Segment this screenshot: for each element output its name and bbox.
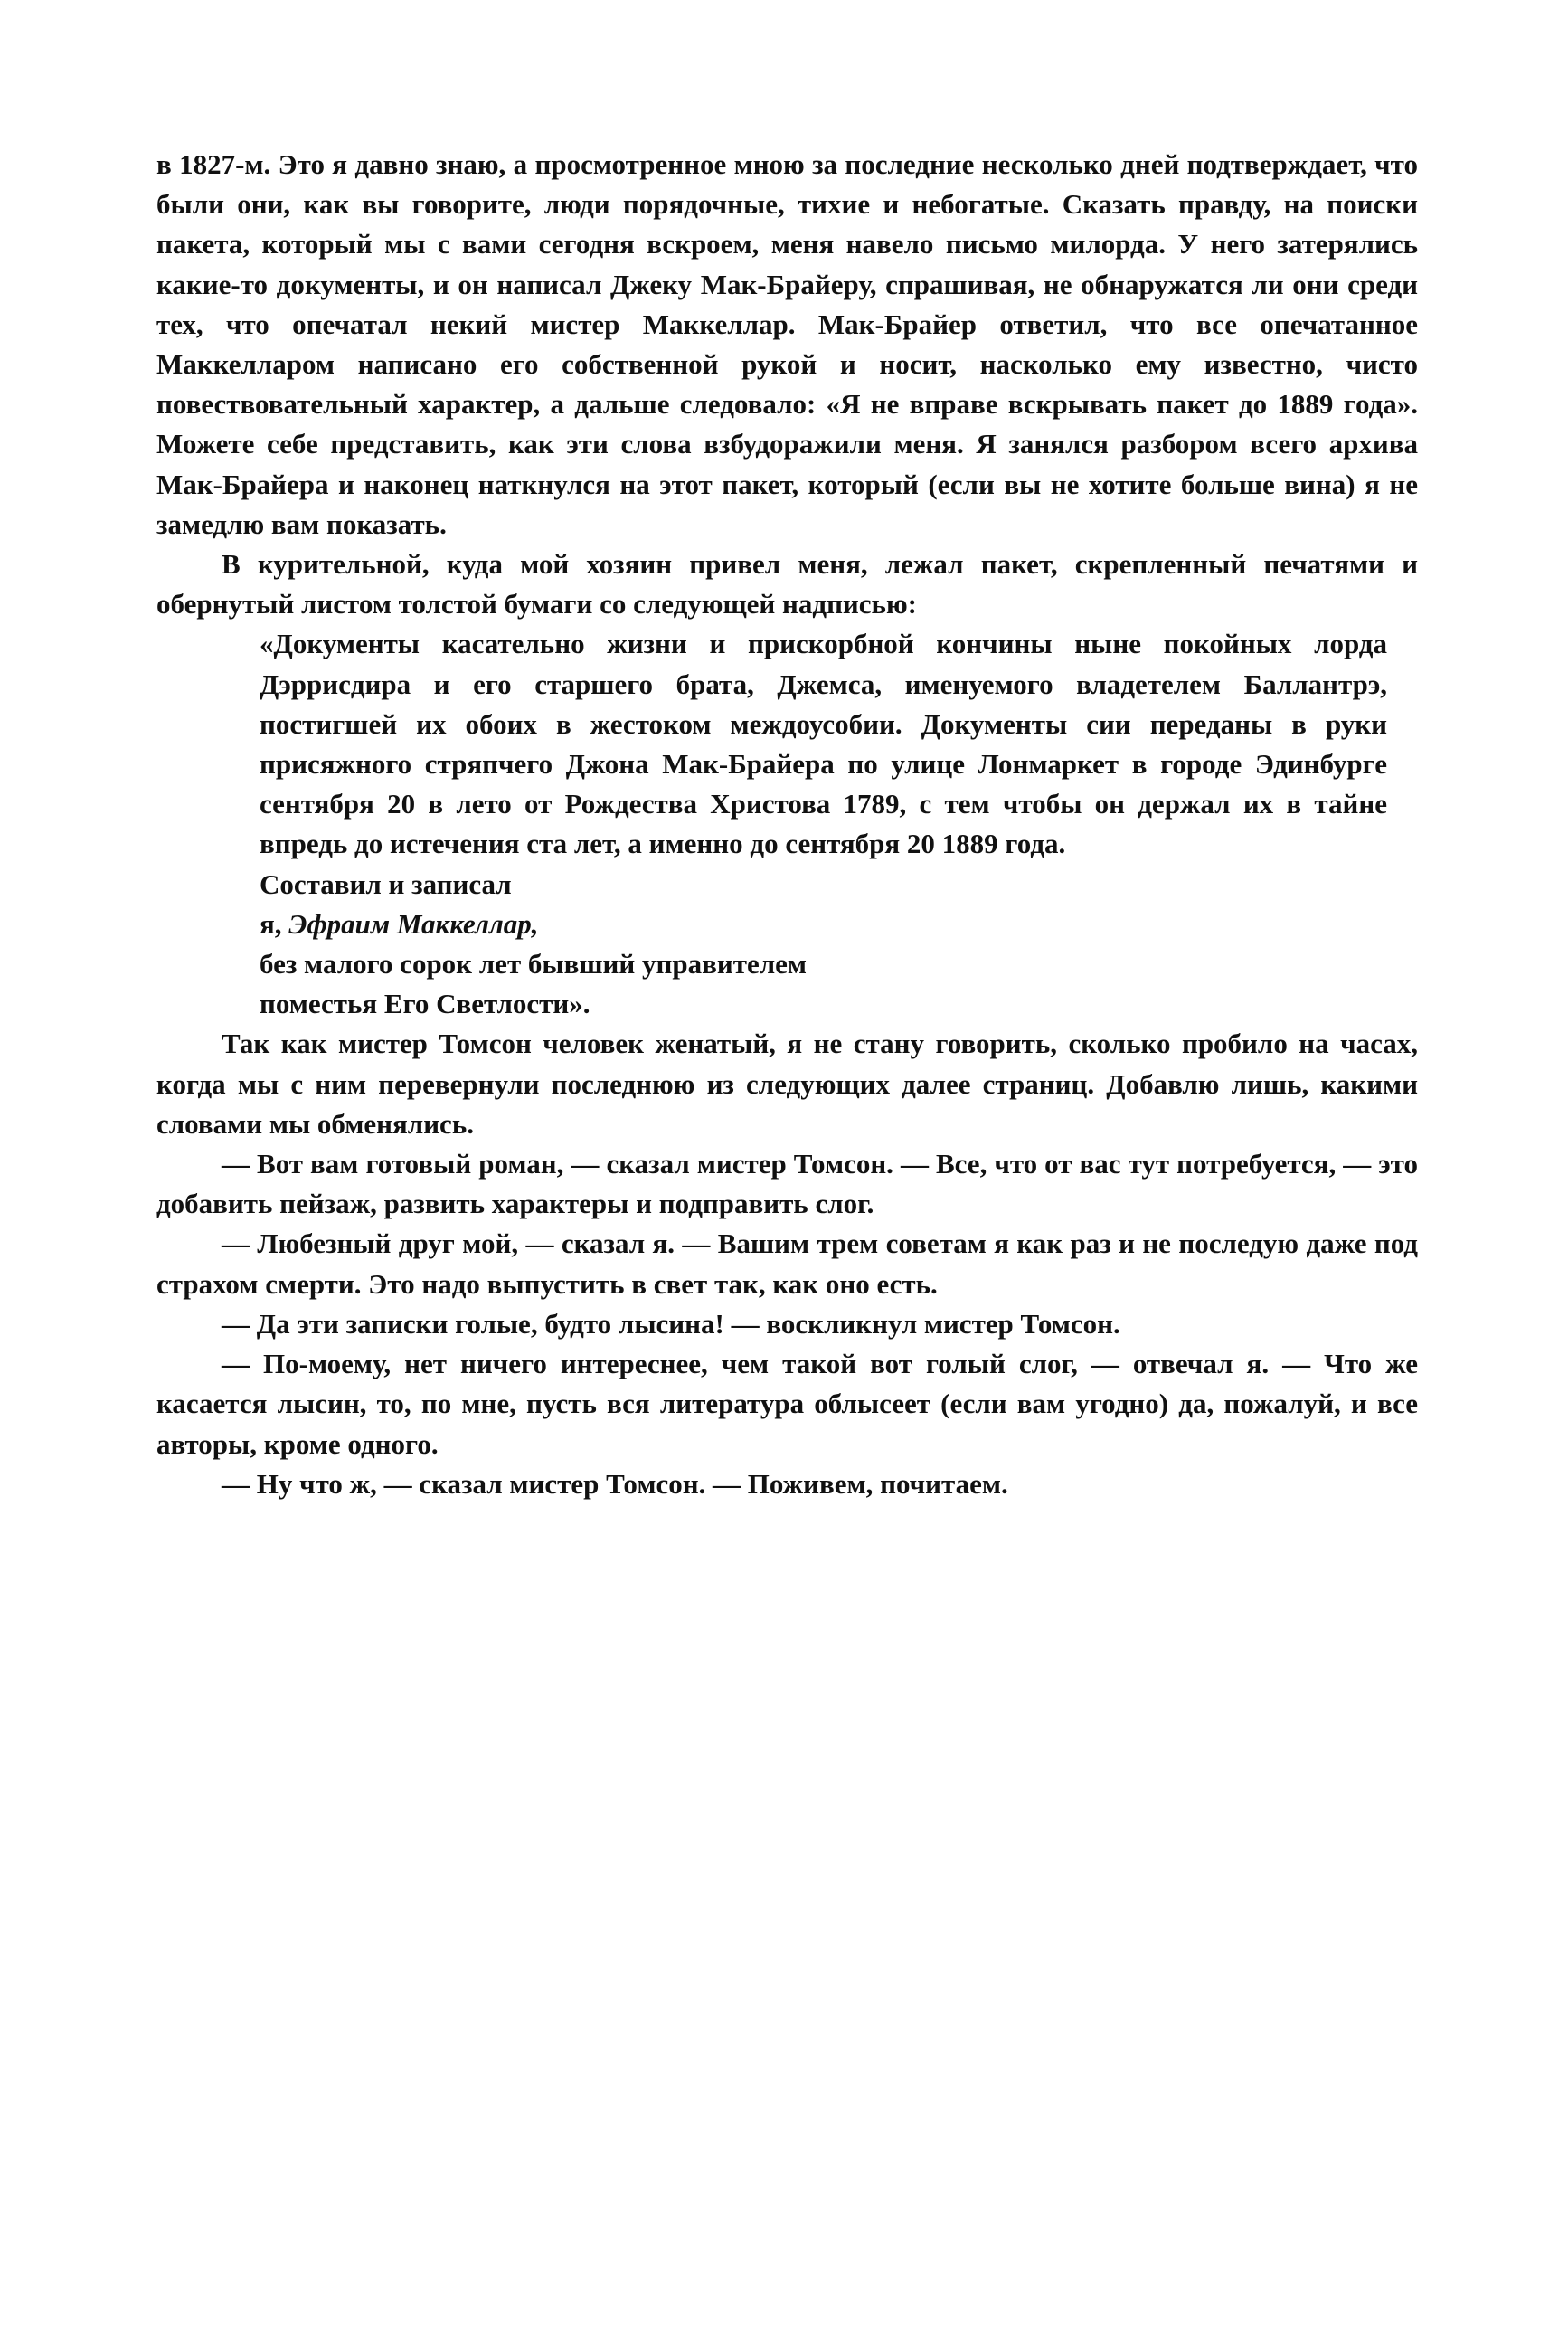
signature-line-composed: Составил и записал bbox=[260, 867, 512, 900]
dialogue-ready-novel: — Вот вам готовый роман, — сказал мистер Томсон. — Все, что от вас тут потребуется, — это добавить пейзаж, развить характеры и подправить слог. bbox=[156, 1148, 1418, 1220]
package-inscription bbox=[260, 624, 1387, 864]
dialogue-bald-notes: — Да эти записки голые, будто лысина! — воскликнул мистер Томсон. bbox=[222, 1307, 1120, 1340]
paragraph-opening: в 1827-м. Это я давно знаю, а просмотренное мною за последние несколько дней подтверждает, что были они, как вы говорите, люди порядочные, тихие и небогатые. Сказать правду, на поиски пакета, который мы с вами сегодня вскроем, меня навело письмо милорда. У него затерялись какие-то документы, и он написал Джеку Мак-Брайеру, спрашивая, не обнаружатся ли они среди тех, что опечатал некий мистер Маккеллар. Мак-Брайер ответил, что все опечатанное Маккелларом написано его собственной рукой и носит, насколько ему известно, чисто повествовательный характер, а дальше следовало: «Я не вправе вскрывать пакет до 1889 года». Можете себе представить, как эти слова взбудоражили меня. Я занялся разбором всего архива Мак-Брайера и наконец наткнулся на этот пакет, который (если вы не хотите больше вина) я не замедлю вам показать. bbox=[156, 148, 1418, 540]
dialogue-we-shall-see: — Ну что ж, — сказал мистер Томсон. — Поживем, почитаем. bbox=[222, 1467, 1008, 1500]
dialogue-bare-style: — По-моему, нет ничего интереснее, чем такой вот голый слог, — отвечал я. — Что же касается лысин, то, по мне, пусть вся литература облысеет (если вам угодно) да, пожалуй, и все авторы, кроме одного. bbox=[156, 1348, 1418, 1460]
inscription-text: «Документы касательно жизни и прискорбной кончины ныне покойных лорда Дэррисдира и его старшего брата, Джемса, именуемого владетелем Баллантрэ, постигшей их обоих в жестоком междоусобии. Документы сии переданы в руки присяжного стряпчего Джона Мак-Брайера по улице Лонмаркет в городе Эдинбурге сентября 20 в лето от Рождества Христова 1789, с тем чтобы он держал их в тайне впредь до истечения ста лет, а именно до сентября 20 1889 года. bbox=[260, 628, 1387, 860]
signature-pronoun: я, bbox=[260, 907, 282, 940]
signature-line-estate: поместья Его Светлости». bbox=[260, 988, 590, 1020]
signature-author-name: Эфраим Маккеллар, bbox=[281, 907, 539, 940]
dialogue-dear-friend: — Любезный друг мой, — сказал я. — Вашим трем советам я как раз и не последую даже под страхом смерти. Это надо выпустить в свет так, как оно есть. bbox=[156, 1227, 1418, 1300]
signature-line-role: без малого сорок лет бывший управителем bbox=[260, 948, 807, 981]
paragraph-smoking-room: В курительной, куда мой хозяин привел меня, лежал пакет, скрепленный печатями и обернутый листом толстой бумаги со следующей надписью: bbox=[156, 548, 1418, 621]
signature-line-name bbox=[260, 905, 1418, 944]
document-page bbox=[156, 145, 1418, 1504]
inscription-signature bbox=[260, 865, 1418, 1025]
paragraph-thomson-married: Так как мистер Томсон человек женатый, я не стану говорить, сколько пробило на часах, когда мы с ним перевернули последнюю из следующих далее страниц. Добавлю лишь, какими словами мы обменялись. bbox=[156, 1028, 1418, 1140]
